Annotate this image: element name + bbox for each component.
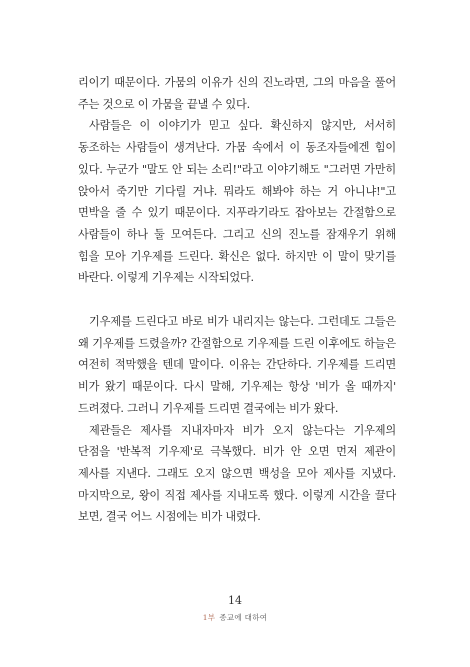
page-body [78, 72, 396, 528]
chapter-title: 종교에 대하여 [219, 613, 268, 622]
part-label: 1부 [202, 613, 216, 622]
page-number: 14 [228, 594, 242, 607]
paragraph: 사람들은 이 이야기가 믿고 싶다. 확신하지 않지만, 서서히 동조하는 사람들이 생겨난다. 가뭄 속에서 이 동조자들에겐 힘이 있다. 누군가 "말도 안 되는 소리!"라고 이야기해도 "그러면 가만히 앉아서 죽기만 기다릴 거냐. 뭐라도 해봐야 하는 거 아니냐!"고 면박을 줄 수 있기 때문이다. 지푸라기라도 잡아보는 간절함으로 사람들이 하나 둘 모여든다. 그리고 신의 진노를 잠재우기 위해 힘을 모아 기우제를 드린다. 확신은 없다. 하지만 이 말이 맞기를 바란다. 이렇게 기우제는 시작되었다. [78, 119, 396, 285]
paragraph: 리이기 때문이다. 가뭄의 이유가 신의 진노라면, 그의 마음을 풀어 주는 것으로 이 가뭄을 끝낼 수 있다. [78, 76, 396, 111]
paragraph: 기우제를 드린다고 바로 비가 내리지는 않는다. 그런데도 그들은 왜 기우제를 드렸을까? 간절함으로 기우제를 드린 이후에도 하늘은 여전히 적막했을 텐데 말이다. 이유는 간단하다. 기우제를 드리면 비가 왔기 때문이다. 다시 말해, 기우제는 항상 '비가 올 때까지' 드려졌다. 그러니 기우제를 드리면 결국에는 비가 왔다. [78, 315, 396, 415]
running-footer [0, 612, 470, 623]
paragraph: 제관들은 제사를 지내자마자 비가 오지 않는다는 기우제의 단점을 '반복적 기우제'로 극복했다. 비가 안 오면 먼저 제관이 제사를 지낸다. 그래도 오지 않으면 백성을 모아 제사를 지냈다. 마지막으로, 왕이 직접 제사를 지내도록 했다. 이렇게 시간을 끌다 보면, 결국 어느 시점에는 비가 내렸다. [78, 423, 396, 524]
paragraph-gap [78, 289, 396, 311]
